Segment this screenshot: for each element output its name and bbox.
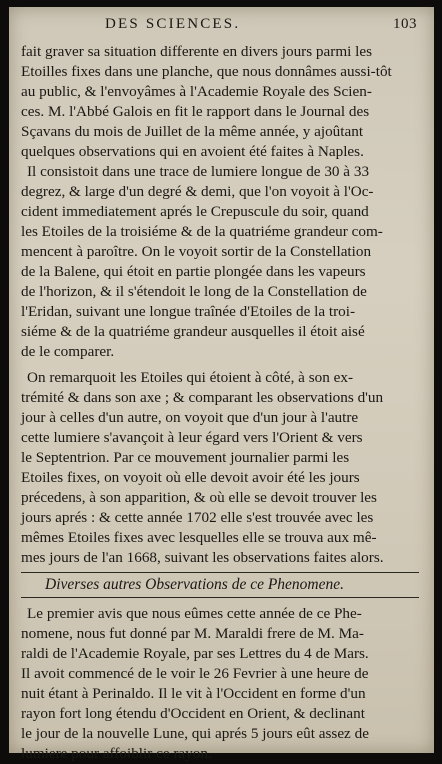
text-line: cident immediatement aprés le Crepuscule du soir, quand [21,203,369,220]
text-line: mes jours de l'an 1668, suivant les observations faites alors. [21,549,384,566]
text-line: Etoilles fixes dans une planche, que nous donnâmes aussi-tôt [21,63,392,80]
text-line: de la Balene, qui étoit en partie plongée dans les vapeurs [21,263,366,280]
running-title: DES SCIENCES. [105,16,241,32]
page-number: 103 [393,16,417,32]
text-line: quelques observations qui en avoient été faites à Naples. [21,143,364,160]
text-line: Il avoit commencé de le voir le 26 Fevrier à une heure de [21,665,369,682]
text-line: jours aprés : & cette année 1702 elle s'est trouvée avec les [21,509,374,526]
text-line: les Etoiles de la troisiéme & de la quatriéme grandeur com- [21,223,383,240]
text-line: cette lumiere s'avançoit à leur égard vers l'Orient & vers [21,429,363,446]
text-line: au public, & l'envoyâmes à l'Academie Royale des Scien- [21,83,372,100]
running-header [105,16,425,34]
text-line: siéme & de la quatriéme grandeur ausquelles il étoit aisé [21,323,365,340]
text-line: degrez, & large d'un degré & demi, que l'on voyoit à l'Oc- [21,183,374,200]
text-line: précedens, à son apparition, & où elle se devoit trouver les [21,489,377,506]
section-rule-top [21,572,419,573]
text-line: le Septentrion. Par ce mouvement journalier parmi les [21,449,350,466]
text-line: Sçavans du mois de Juillet de la même année, y ajoûtant [21,123,364,140]
text-line: Le premier avis que nous eûmes cette année de ce Phe- [27,605,362,622]
text-line: On remarquoit les Etoiles qui étoient à côté, à son ex- [27,369,354,386]
text-line: jour à celles d'un autre, on voyoit que d'un jour à l'autre [21,409,359,426]
text-line: trémité & dans son axe ; & comparant les observations d'un [21,389,384,406]
text-line: Etoiles fixes, on voyoit où elle devoit avoir été les jours [21,469,360,486]
section-subheading: Diverses autres Observations de ce Phenomene. [45,576,345,593]
text-line: nuit étant à Perinaldo. Il le vit à l'Occident en forme d'un [21,685,366,702]
text-line: nomene, nous fut donné par M. Maraldi frere de M. Ma- [21,625,364,642]
text-line: mêmes Etoiles fixes avec lesquelles elle se trouva aux mê- [21,529,377,546]
text-line: lumiere pour affoiblir ce rayon. [21,745,212,762]
text-line: fait graver sa situation differente en divers jours parmi les [21,43,373,60]
text-line: Il consistoit dans une trace de lumiere longue de 30 à 33 [27,163,370,180]
text-line: rayon fort long étendu d'Occident en Orient, & declinant [21,705,365,722]
text-line: de l'horizon, & il s'étendoit le long de la Constellation de [21,283,367,300]
text-line: mencent à paroître. On le voyoit sortir de la Constellation [21,243,372,260]
text-line: ces. M. l'Abbé Galois en fit le rapport dans le Journal des [21,103,370,120]
text-line: de le comparer. [21,343,115,360]
book-page [9,7,434,762]
text-line: raldi de l'Academie Royale, par ses Lettres du 4 de Mars. [21,645,369,662]
text-line: l'Eridan, suivant une longue traînée d'Etoiles de la troi- [21,303,356,320]
text-line: le jour de la nouvelle Lune, qui aprés 5 jours eût assez de [21,725,369,742]
section-rule-bottom [21,597,419,598]
